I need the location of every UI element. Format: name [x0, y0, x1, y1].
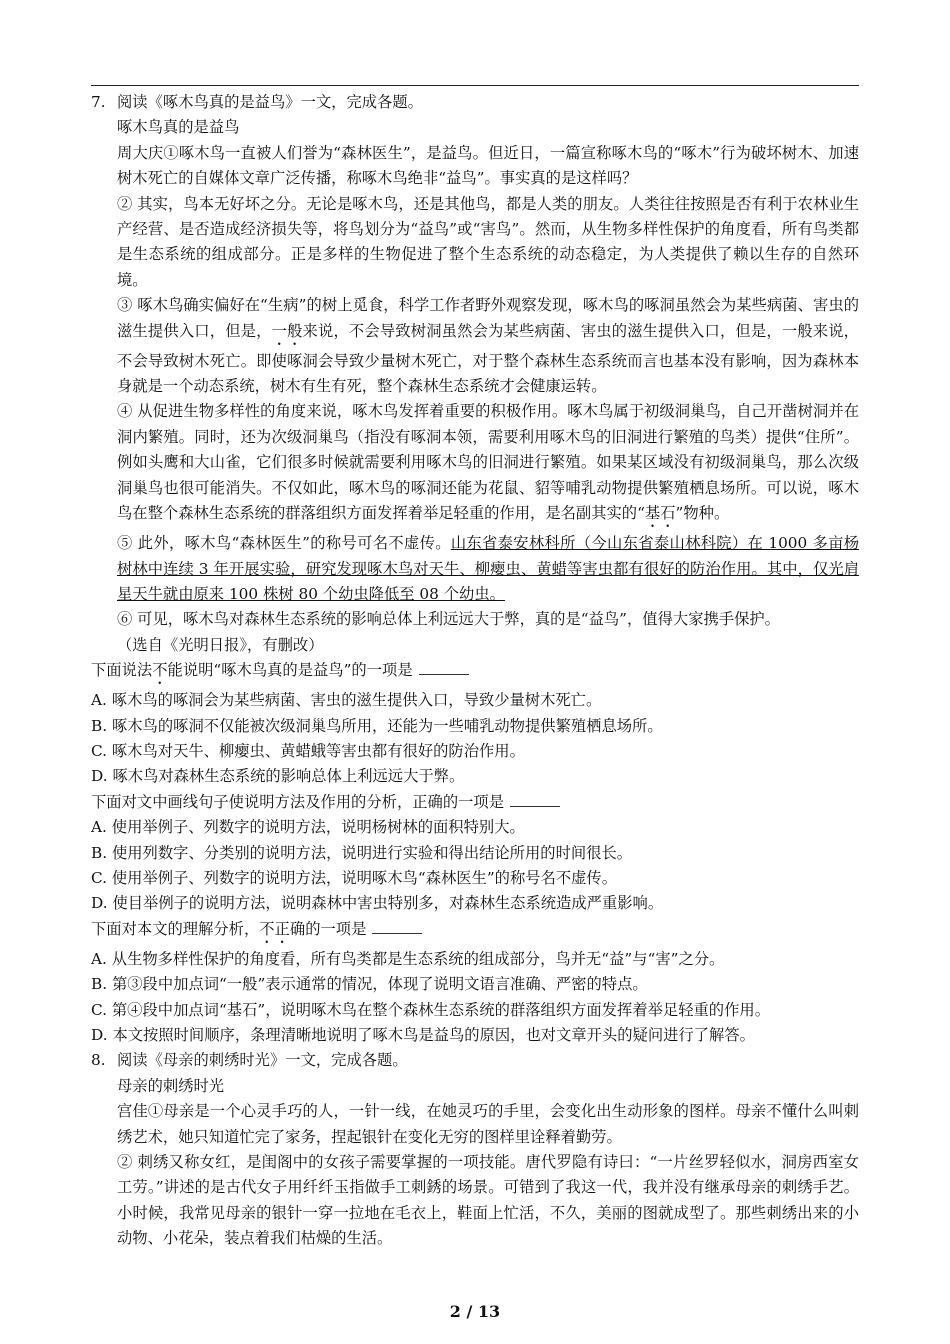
article-source: （选自《光明日报》，有删改）	[117, 635, 324, 654]
paragraph-2: ② 刺绣又称女红，是闺阁中的女孩子需要掌握的一项技能。唐代罗隐有诗曰：“一片丝罗轻似水，洞房西室女工劳。”讲述的是古代女子用纤纤玉指做手工刺銹的场景。可错到了我这一代，我并没有继承母亲的刺绣手艺。小时候，我常见母亲的银针一穿一拉地在毛衣上，鞋面上忙活，不久，美丽的图就成型了。那些刺绣出来的小动物、小花朵，装点着我们枯燥的生活。	[117, 1153, 859, 1248]
paragraph-2: ② 其实，鸟本无好坏之分。无论是啄木鸟，还是其他鸟，都是人类的朋友。人类往往按照是否有利于农林业生产经营、是否造成经济损失等，将鸟划分为“益鸟”或“害鸟”。然而，从生物多样性保护的角度看，所有鸟类都是生态系统的组成部分。正是多样的生物促进了整个生态系统的动态稳定，为人类提供了赖以生存的自然环境。	[117, 194, 859, 289]
option-a: A. 从生物多样性保护的角度看，所有鸟类都是生态系统的组成部分，鸟并无“益”与“害”之分。	[91, 949, 725, 968]
subquestion-1-stem: 下面说法不能说明“啄木鸟真的是益鸟”的一项是	[91, 658, 859, 688]
header-rule	[91, 85, 859, 86]
paragraph-4: ④ 从促进生物多样性的角度来说，啄木鸟发挥着重要的积极作用。啄木鸟属于初级洞巢鸟，自己开凿树洞并在洞内繁殖。同时，还为次级洞巢鸟（指没有啄洞本领，需要利用啄木鸟的旧洞进行繁殖的鸟类）提供“住所”。例如头鹰和大山雀，它们很多时候就需要利用啄木鸟的旧洞进行繁殖。如果某区域没有初级洞巢鸟，那么次级洞巢鸟也很可能消失。不仅如此，啄木鸟的啄洞还能为花鼠、貂等哺乳动物提供繁殖栖息场所。可以说，啄木鸟在整个森林生态系统的群落组织方面发挥着举足轻重的作用，是名副其实的“基石”物种。	[117, 402, 859, 523]
subquestion-2-stem: 下面对文中画线句子使说明方法及作用的分析，正确的一项是	[91, 790, 859, 815]
option-d: D. 啄木鸟对森林生态系统的影响总体上利远远大于弊。	[91, 767, 465, 786]
dotted-word-jishi: 基石	[644, 504, 676, 523]
question-7-intro: 7. 阅读《啄木鸟真的是益鸟》一文，完成各题。	[91, 93, 423, 111]
article-title: 母亲的刺绣时光	[117, 1076, 225, 1095]
paragraph-1: 周大庆①啄木鸟一直被人们誉为“森林医生”，是益鸟。但近日，一篇宣称啄木鸟的“啄木”行为破坏树木、加速树木死亡的自媒体文章广泛传播，称啄木鸟绝非“益鸟”。事实真的是这样吗？	[117, 143, 859, 188]
option-a: A. 使用举例子、列数字的说明方法，说明杨树林的面积特别大。	[91, 818, 525, 837]
answer-blank	[419, 660, 469, 675]
paragraph-3: ③ 啄木鸟确实偏好在“生病”的树上觅食，科学工作者野外观察发现，啄木鸟的啄洞虽然会为某些病菌、害虫的滋生提供入口，但是，一般来说，不会导致树洞虽然会为某些病菌、害虫的滋生提供入口，但是，一般来说，不会导致树木死亡。即使啄洞会导致少量树木死亡，对于整个森林生态系统而言也基本没有影响，因为森林本身就是一个动态系统，树木有生有死，整个森林生态系统才会健康运转。	[117, 296, 859, 396]
option-b: B. 使用列数字、分类别的说明方法，说明进行实验和得出结论所用的时间很长。	[91, 843, 633, 862]
option-a: A. 啄木鸟的啄洞会为某些病菌、害虫的滋生提供入口，导致少量树木死亡。	[91, 691, 602, 710]
option-b: B. 第③段中加点词“一般”表示通常的情况，体现了说明文语言准确、严密的特点。	[91, 975, 648, 994]
option-d: D. 使目举例子的说明方法，说明森林中害虫特别多，对森林生态系统造成严重影响。	[91, 894, 664, 913]
underlined-sentence: 山东省泰安林科所（今山东省泰山林科院）在 1000 多亩杨树林中连续 3 年开展实验，研究发现啄木鸟对天牛、柳瘿虫、黄蜡等害虫都有很好的防治作用。其中，仅光肩星天牛就由原来 100 株树 80 个幼虫降低至 08 个幼虫。	[117, 534, 859, 603]
option-d: D. 本文按照时间顺序，条理清晰地说明了啄木鸟是益鸟的原因，也对文章开头的疑问进行了解答。	[91, 1026, 755, 1044]
option-c: C. 啄木鸟对天牛、柳瘿虫、黄蜡蛾等害虫都有很好的防治作用。	[91, 741, 525, 760]
subquestion-3-stem: 下面对本文的理解分析，不正确的一项是	[91, 917, 859, 947]
paragraph-5: ⑤ 此外，啄木鸟“森林医生”的称号可名不虚传。山东省泰安林科所（今山东省泰山林科院）在 1000 多亩杨树林中连续 3 年开展实验，研究发现啄木鸟对天牛、柳瘿虫、黄蜡等害虫都有很好的防治作用。其中，仅光肩星天牛就由原来 100 株树 80 个幼虫降低至 08 个幼虫。	[117, 534, 859, 603]
paragraph-6: ⑥ 可见，啄木鸟对森林生态系统的影响总体上利远远大于弊，真的是“益鸟”，值得大家携手保护。	[117, 610, 780, 629]
answer-blank	[372, 919, 422, 934]
page-number: 2 / 13	[449, 1302, 501, 1321]
question-8-intro: 8. 阅读《母亲的刺绣时光》一文，完成各题。	[91, 1051, 408, 1070]
option-c: C. 使用举例子、列数字的说明方法，说明啄木鸟“森林医生”的称号名不虚传。	[91, 868, 618, 887]
option-c: C. 第④段中加点词“基石”，说明啄木鸟在整个森林生态系统的群落组织方面发挥着举足轻重的作用。	[91, 1000, 770, 1019]
article-title: 啄木鸟真的是益鸟	[117, 118, 240, 137]
option-b: B. 啄木鸟的啄洞不仅能被次级洞巢鸟所用，还能为一些哺乳动物提供繁殖栖息场所。	[91, 716, 663, 735]
answer-blank	[510, 792, 560, 807]
paragraph-1: 宫佳①母亲是一个心灵手巧的人，一针一线，在她灵巧的手里，会变化出生动形象的图样。母亲不懂什么叫刺绣艺术，她只知道忙完了家务，捏起银针在变化无穷的图样里诠释着勤劳。	[117, 1102, 859, 1146]
dotted-word-yiban: 一般	[271, 321, 303, 340]
document-body	[91, 90, 859, 1252]
